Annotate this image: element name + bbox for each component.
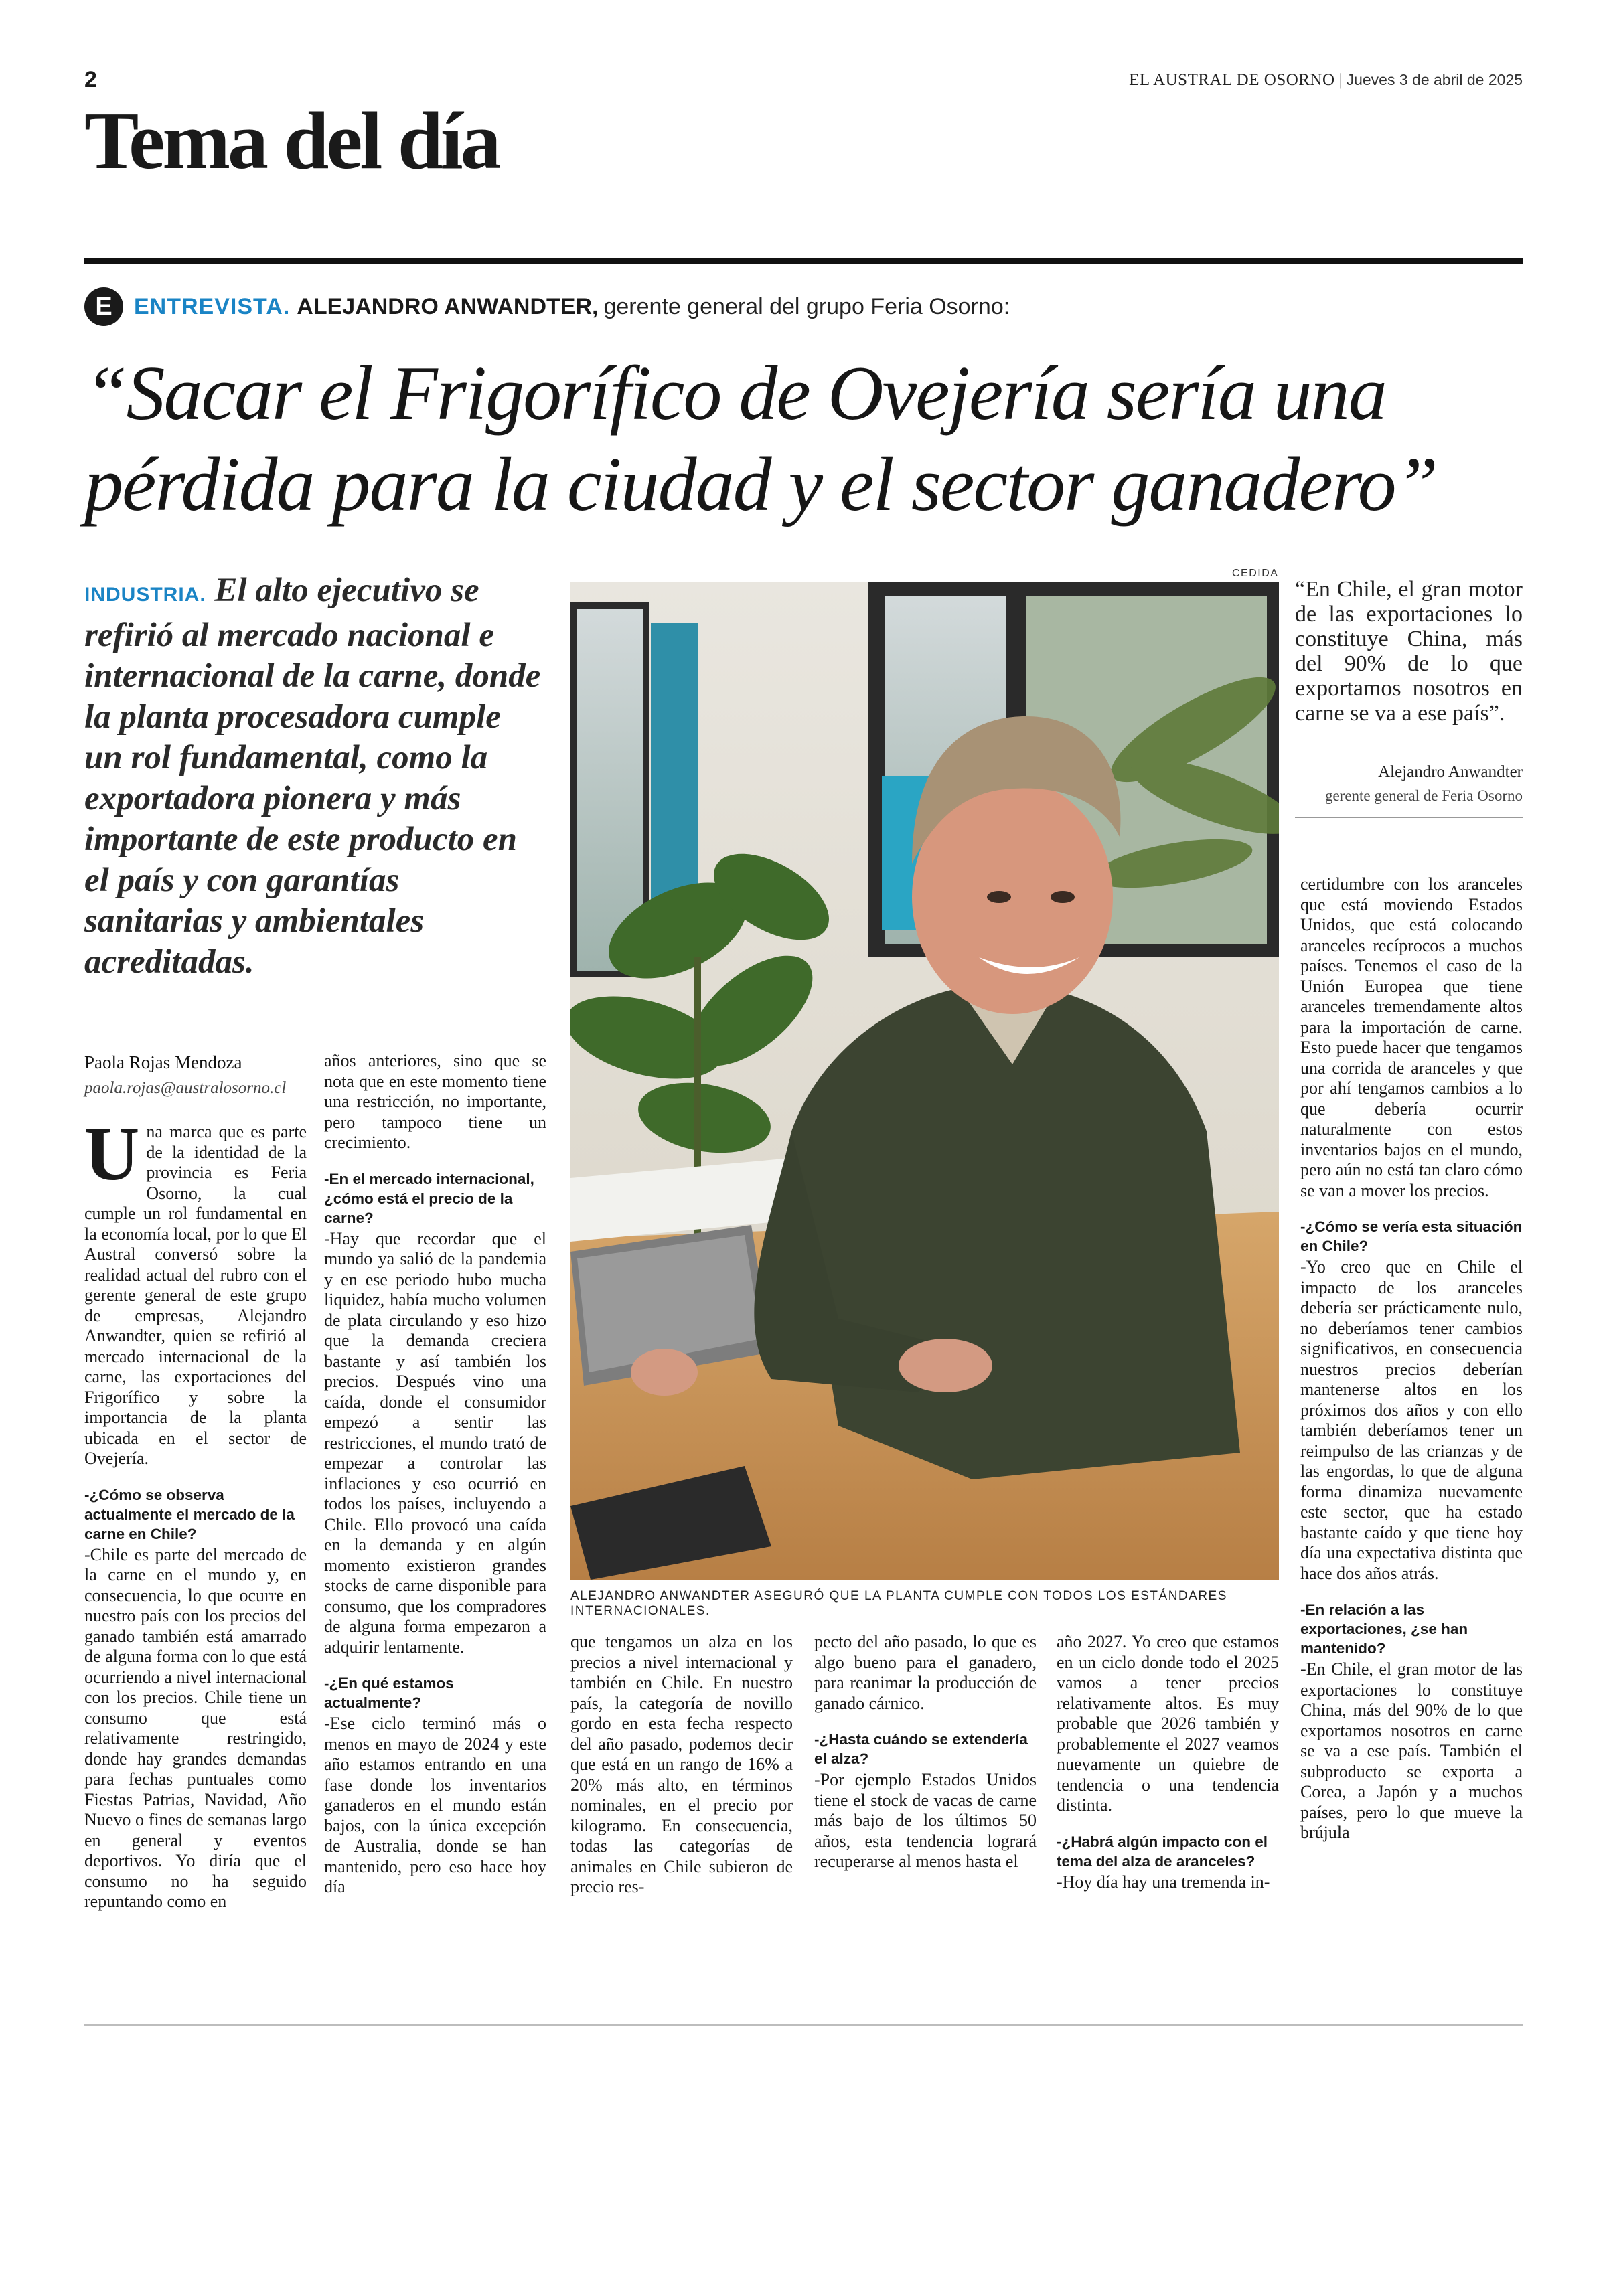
bottom-rule <box>84 2024 1523 2026</box>
photo-credit: CEDIDA <box>1232 568 1279 579</box>
headline-line-1: “Sacar el Frigorífico de Ovejería sería una <box>84 351 1386 436</box>
top-rule <box>84 258 1523 264</box>
lede-text: El alto ejecutivo se refirió al mercado nacional e internacional de la carne, donde la planta procesadora cumple un rol fundamental, como la exportadora pionera y más importante de este producto en el país y con garantías sanitarias y ambientales acreditadas. <box>84 572 541 981</box>
question-2: -En el mercado internacional, ¿cómo está el precio de la carne? <box>324 1170 534 1226</box>
pull-quote-rule <box>1295 817 1523 818</box>
question-1: -¿Cómo se observa actualmente el mercado de la carne en Chile? <box>84 1486 295 1542</box>
kicker-name: ALEJANDRO ANWANDTER, <box>297 293 599 319</box>
answer-1-cont: años anteriores, sino que se nota que en este momento tiene una restricción, no importante, pero tampoco tiene un crecimiento. <box>324 1051 546 1152</box>
section-title: Tema del día <box>84 96 499 186</box>
pull-quote: “En Chile, el gran motor de las exportaciones lo constituye China, más del 90% de lo que exportamos nosotros en carne se va a ese país”. <box>1295 577 1523 726</box>
question-3: -¿En qué estamos actualmente? <box>324 1675 454 1711</box>
photo-caption: ALEJANDRO ANWANDTER ASEGURÓ QUE LA PLANTA CUMPLE CON TODOS LOS ESTÁNDARES INTERNACIONALES. <box>570 1589 1227 1618</box>
answer-5: -Hoy día hay una tremenda in- <box>1057 1872 1270 1892</box>
page-number: 2 <box>84 67 97 92</box>
body-column-5 <box>1057 1632 1279 1892</box>
pull-quote-role: gerente general de Feria Osorno <box>1324 787 1523 804</box>
masthead <box>1129 71 1523 90</box>
byline-email: paola.rojas@australosorno.cl <box>84 1079 287 1097</box>
answer-4: -Por ejemplo Estados Unidos tiene el stock de vacas de carne más bajo de los últimos 50 años, esta tendencia logrará recuperarse al menos hasta el <box>814 1770 1037 1871</box>
headline-line-2: pérdida para la ciudad y el sector ganadero” <box>84 442 1438 527</box>
answer-3-cont: que tengamos un alza en los precios a nivel internacional y también en Chile. En nuestro país, la categoría de novillo gordo en esta fecha respecto del año pasado, podemos decir que está en un rango de 16% a 20% más alto, en términos nominales, en el precio por kilogramo. En consecuencia, todas las categorías de animales en Chile subieron de precio res- <box>570 1632 793 1896</box>
question-6: -¿Cómo se vería esta situación en Chile? <box>1300 1218 1523 1254</box>
answer-6: -Yo creo que en Chile el impacto de los aranceles debería ser prácticamente nulo, no deberíamos tener cambios significativos, en consecuencia nuestros precios deberían mantenerse altos en los próximos dos años y con ello también deberíamos tener un reimpulso de las crianzas y de las engordas, lo que de alguna forma dinamiza nuevamente este sector, que ha estado bastante caído y que tiene hoy día una expectativa distinta que hace dos años atrás. <box>1300 1257 1523 1583</box>
lede <box>84 570 546 983</box>
question-4: -¿Hasta cuándo se extendería el alza? <box>814 1731 1028 1767</box>
kicker-label: ENTREVISTA. <box>134 293 291 319</box>
byline-author: Paola Rojas Mendoza <box>84 1052 242 1072</box>
question-5: -¿Habrá algún impacto con el tema del alza de aranceles? <box>1057 1833 1268 1870</box>
interview-photo <box>570 582 1279 1580</box>
masthead-separator: | <box>1338 71 1343 89</box>
paper-name: EL AUSTRAL DE OSORNO <box>1129 71 1335 89</box>
answer-2: -Hay que recordar que el mundo ya salió de la pandemia y en ese periodo hubo mucha liquidez, había mucho volumen de plata circulando y eso hizo que la demanda creciera bastante y así también los precios. Después vino una caída, donde el consumidor empezó a sentir las restricciones, el mundo trató de empezar a controlar las inflaciones y eso ocurrió en todos los países, incluyendo a Chile. Ello provocó una caída en la demanda y en algún momento existieron grandes stocks de carne disponible para consumo, que los compradores de alguna forma empezaron a adquirir lentamente. <box>324 1228 546 1657</box>
question-7: -En relación a las exportaciones, ¿se han mantenido? <box>1300 1601 1468 1657</box>
answer-3-end: pecto del año pasado, lo que es algo bueno para el ganadero, para reanimar la producción de ganado cárnico. <box>814 1632 1037 1713</box>
pull-quote-name: Alejandro Anwandter <box>1378 763 1523 781</box>
answer-4-cont: año 2027. Yo creo que estamos en un ciclo donde todo el 2025 vamos a tener precios relativamente altos. Es muy probable que 2026 también y probablemente el 2027 veamos nuevamente un quiebre de tendencia o una tendencia distinta. <box>1057 1632 1279 1815</box>
body-column-4 <box>814 1632 1037 1872</box>
lede-tag: INDUSTRIA. <box>84 584 206 606</box>
kicker <box>84 286 1010 327</box>
body-column-2 <box>324 1051 546 1898</box>
photo-illustration <box>570 582 1279 1580</box>
answer-7: -En Chile, el gran motor de las exportaciones lo constituye China, más del 90% de lo que exportamos nosotros en carne se va a ese país. También el subproducto se exporta a Corea, a Japón y a muchos países, pero lo que mueve la brújula <box>1300 1659 1523 1842</box>
headline <box>84 348 1531 530</box>
answer-5-cont: certidumbre con los aranceles que está moviendo Estados Unidos, que está colocando aranceles recíprocos a muchos países. Tenemos el caso de la Unión Europea que tiene aranceles tremendamente altos para la importación de carne. Esto puede hacer que tengamos una corrida de aranceles y que por ahí tengamos cambios a lo que debería ocurrir naturalmente con estos inventarios bajos en el mundo, pero aún no está tan claro cómo se van a mover los precios. <box>1300 874 1523 1200</box>
answer-3: -Ese ciclo terminó más o menos en mayo de 2024 y este año estamos entrando en una fase donde los inventarios ganaderos en el mundo están bajos, con la única excepción de Australia, donde se han mantenido, pero eso hace hoy día <box>324 1714 546 1896</box>
drop-cap: U <box>84 1111 140 1196</box>
intro-text: na marca que es parte de la identidad de la provincia es Feria Osorno, la cual cumple un rol fundamental en la economía local, por lo que El Austral conversó sobre la realidad actual del rubro con el gerente general de este grupo de empresas, Alejandro Anwandter, quien se refirió al mercado internacional de la carne, las exportaciones del Frigorífico y sobre la importancia de la planta ubicada en el sector de Ovejería. <box>84 1122 307 1468</box>
answer-1: -Chile es parte del mercado de la carne en el mundo y, en consecuencia, lo que ocurre en nuestro país con los precios del ganado también está amarrado de alguna forma con lo que está ocurriendo a nivel internacional con los precios. Chile tiene un consumo que está relativamente restringido, donde hay grandes demandas para fechas puntuales como Fiestas Patrias, Navidad, Año Nuevo o fines de semanas largo en general y eventos deportivos. Yo diría que el consumo no ha seguido repuntando como en <box>84 1544 307 1911</box>
kicker-role: gerente general del grupo Feria Osorno: <box>603 293 1010 319</box>
body-column-6 <box>1300 874 1523 1843</box>
body-column-1 <box>84 1111 307 1912</box>
interview-badge-icon: E <box>84 287 123 326</box>
issue-date: Jueves 3 de abril de 2025 <box>1346 71 1523 88</box>
body-column-3 <box>570 1632 793 1898</box>
